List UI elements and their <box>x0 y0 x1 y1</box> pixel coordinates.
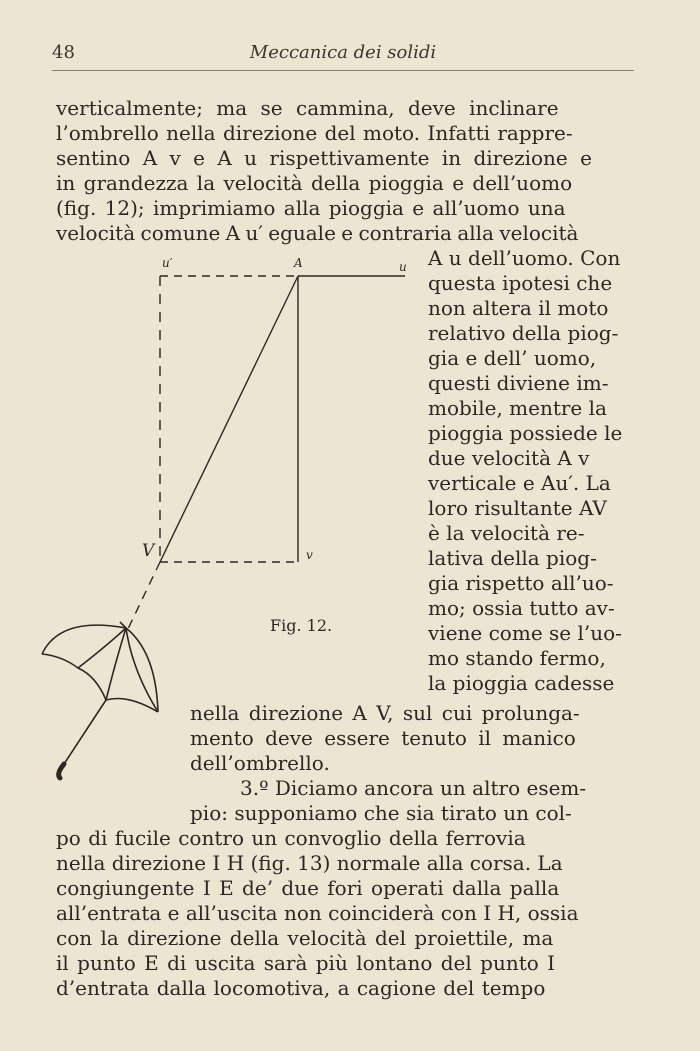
body-line: nella direzione I H (fig. 13) normale alla corsa. La <box>56 851 563 875</box>
label-u-prime: u′ <box>162 256 173 270</box>
running-title: Meccanica dei solidi <box>249 42 437 63</box>
body-line: con la direzione della velocità del proiettile, ma <box>56 926 554 950</box>
body-line: all’entrata e all’uscita non coinciderà con I H, ossia <box>56 901 579 925</box>
body-line: 3.º Diciamo ancora un altro esem- <box>240 776 587 800</box>
body-line: due velocità A v <box>428 446 590 470</box>
label-v: v <box>306 548 313 562</box>
body-line: verticale e Au′. La <box>428 471 611 495</box>
body-line: mo; ossia tutto av- <box>428 596 615 620</box>
body-line: A u dell’uomo. Con <box>428 246 621 270</box>
body-line: il punto E di uscita sarà più lontano del punto I <box>56 951 556 975</box>
body-line: loro risultante AV <box>428 496 607 520</box>
page-number: 48 <box>52 42 75 63</box>
body-line: velocità comune A u′ eguale e contraria alla velocità <box>56 221 579 245</box>
body-line: verticalmente; ma se cammina, deve inclinare <box>56 96 559 120</box>
body-line: viene come se l’uo- <box>428 621 622 645</box>
body-line: l’ombrello nella direzione del moto. Infatti rappre- <box>56 121 573 145</box>
resultant-extension-dashed <box>127 562 160 631</box>
body-line: pioggia possiede le <box>428 421 623 445</box>
label-a: A <box>294 256 303 270</box>
body-line: questi diviene im- <box>428 371 609 395</box>
body-line: nella direzione A V, sul cui prolunga- <box>190 701 580 725</box>
body-line: mobile, mentre la <box>428 396 607 420</box>
body-line: (fig. 12); imprimiamo alla pioggia e all’uomo una <box>56 196 566 220</box>
body-line: lativa della piog- <box>428 546 597 570</box>
body-line: congiungente I E de’ due fori operati dalla palla <box>56 876 560 900</box>
body-line: sentino A v e A u rispettivamente in direzione e <box>56 146 592 170</box>
body-line: la pioggia cadesse <box>428 671 615 695</box>
label-u: u <box>399 260 407 274</box>
body-line: è la velocità re- <box>428 521 585 545</box>
body-line: relativo della piog- <box>428 321 619 345</box>
body-line: in grandezza la velocità della pioggia e dell’uomo <box>56 171 573 195</box>
body-line: questa ipotesi che <box>428 271 613 295</box>
body-line: dell’ombrello. <box>190 751 330 775</box>
umbrella-handle <box>59 764 64 778</box>
body-line: gia e dell’ uomo, <box>428 346 597 370</box>
body-line: d’entrata dalla locomotiva, a cagione del tempo <box>56 976 546 1000</box>
label-v-capital: V <box>142 541 155 561</box>
body-line: mento deve essere tenuto il manico <box>190 726 576 750</box>
body-line: non altera il moto <box>428 296 609 320</box>
body-line: pio: supponiamo che sia tirato un col- <box>190 801 572 825</box>
resultant-av-line <box>160 276 298 562</box>
body-line: po di fucile contro un convoglio della ferrovia <box>56 826 526 850</box>
body-line: gia rispetto all’uo- <box>428 571 614 595</box>
body-line: mo stando fermo, <box>428 646 606 670</box>
figure-caption: Fig. 12. <box>270 616 333 635</box>
umbrella-drawing <box>42 622 158 764</box>
